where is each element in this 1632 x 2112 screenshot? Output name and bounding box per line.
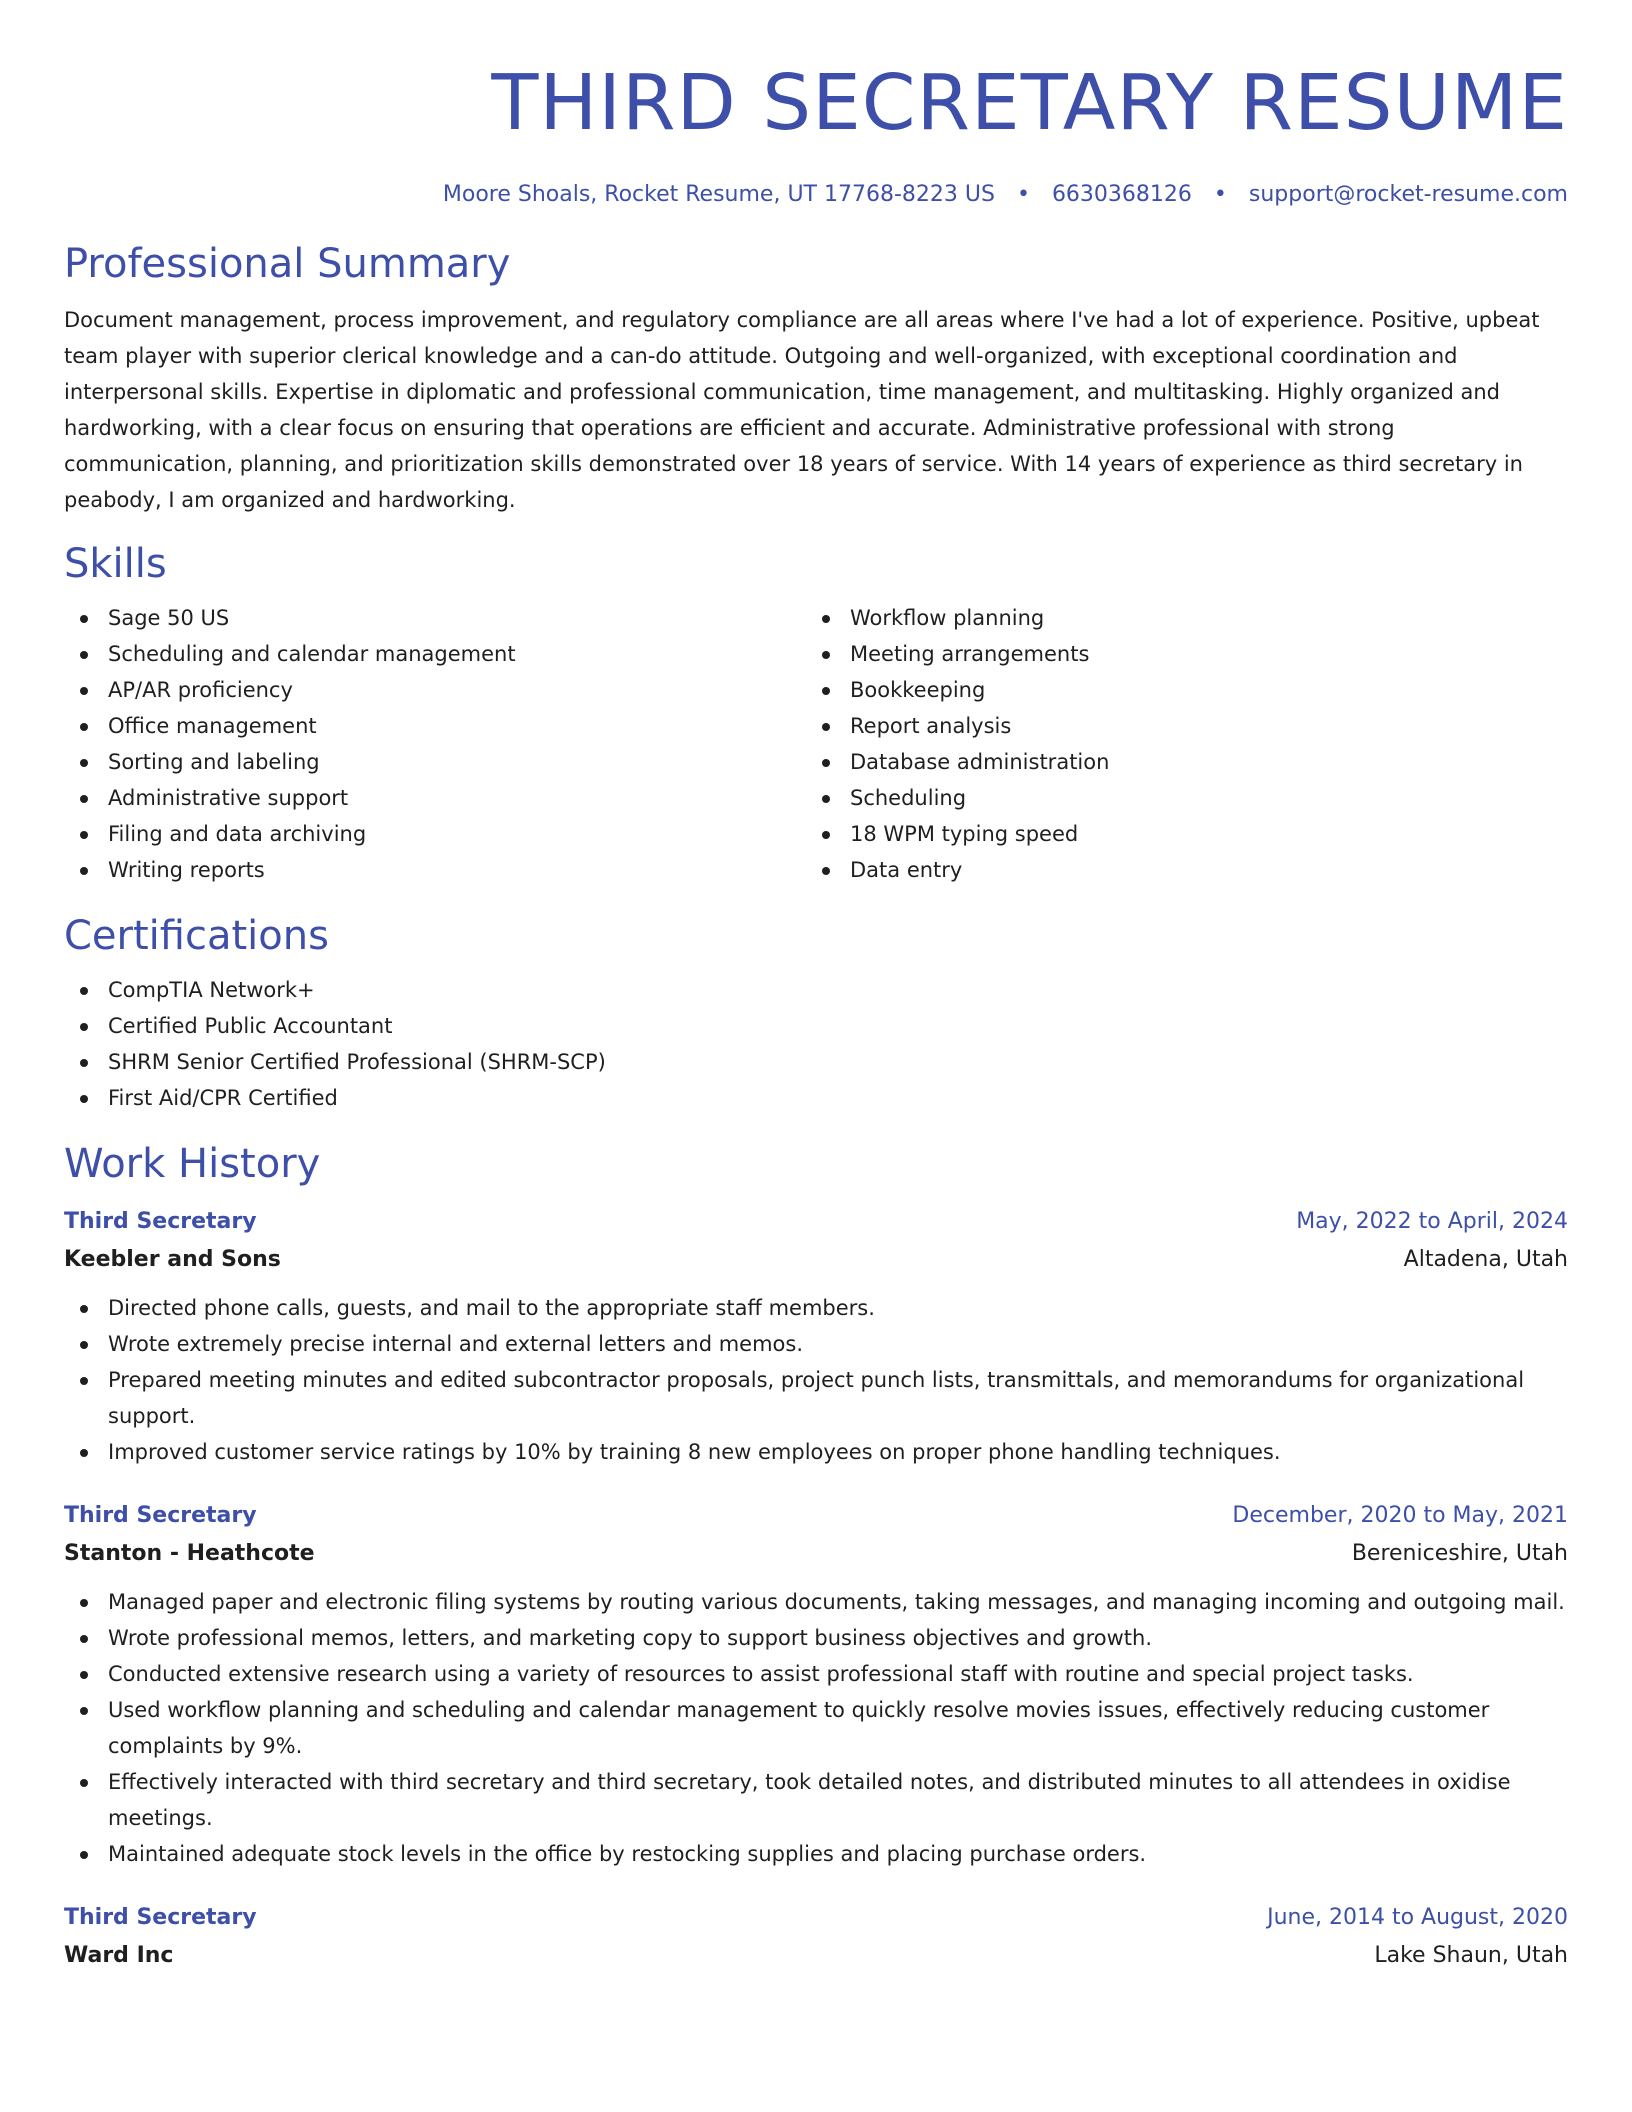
job-entry [64, 1498, 1568, 1872]
job-dates: June, 2014 to August, 2020 [1267, 1905, 1568, 1930]
job-header [64, 1498, 1568, 1534]
skills-list-right [806, 600, 1548, 888]
job-role: Third Secretary [64, 1905, 257, 1930]
job-subheader [64, 1534, 1568, 1574]
job-bullet: Wrote professional memos, letters, and marketing copy to support business objectives and growth. [64, 1620, 1568, 1656]
skill-item: Bookkeeping [806, 672, 1548, 708]
contact-separator: • [1016, 182, 1030, 207]
skill-item: AP/AR proficiency [64, 672, 806, 708]
skill-item: Workflow planning [806, 600, 1548, 636]
job-subheader [64, 1240, 1568, 1280]
certification-item: CompTIA Network+ [64, 972, 1568, 1008]
job-entry [64, 1204, 1568, 1470]
contact-email: support@rocket-resume.com [1248, 182, 1568, 207]
job-bullet: Used workflow planning and scheduling and calendar management to quickly resolve movies issues, effectively reducing customer complaints by 9%. [64, 1692, 1568, 1764]
job-bullet: Effectively interacted with third secretary and third secretary, took detailed notes, and distributed minutes to all attendees in oxidise meetings. [64, 1764, 1568, 1836]
certification-item: SHRM Senior Certified Professional (SHRM-SCP) [64, 1044, 1568, 1080]
contact-separator: • [1213, 182, 1227, 207]
contact-address: Moore Shoals, Rocket Resume, UT 17768-8223 US [442, 182, 995, 207]
skill-item: Filing and data archiving [64, 816, 806, 852]
job-dates: December, 2020 to May, 2021 [1232, 1503, 1568, 1528]
job-bullet-list [64, 1290, 1568, 1470]
job-entry [64, 1900, 1568, 1976]
job-bullet: Prepared meeting minutes and edited subcontractor proposals, project punch lists, transmittals, and memorandums for organizational support. [64, 1362, 1568, 1434]
work-history-heading: Work History [64, 1141, 321, 1187]
job-company: Stanton - Heathcote [64, 1541, 315, 1566]
job-bullet: Wrote extremely precise internal and external letters and memos. [64, 1326, 1568, 1362]
skill-item: Scheduling and calendar management [64, 636, 806, 672]
resume-title: THIRD SECRETARY RESUME [491, 59, 1568, 148]
certifications-heading: Certifications [64, 913, 329, 959]
job-role: Third Secretary [64, 1503, 257, 1528]
skill-item: Report analysis [806, 708, 1548, 744]
job-subheader [64, 1936, 1568, 1976]
job-bullet: Improved customer service ratings by 10% by training 8 new employees on proper phone handling techniques. [64, 1434, 1568, 1470]
contact-phone: 6630368126 [1051, 182, 1192, 207]
skill-item: Office management [64, 708, 806, 744]
summary-heading: Professional Summary [64, 241, 511, 287]
skill-item: Data entry [806, 852, 1548, 888]
skill-item: Sorting and labeling [64, 744, 806, 780]
skill-item: Sage 50 US [64, 600, 806, 636]
skill-item: Scheduling [806, 780, 1548, 816]
skills-grid [64, 600, 1568, 888]
summary-text: Document management, process improvement, and regulatory compliance are all areas where I've had a lot of experience. Positive, upbeat team player with superior clerical knowledge and a can-do attitude. Outgoing and well-organized, with exceptional coordination and interpersonal skills. Expertise in diplomatic and professional communication, time management, and multitasking. Highly organized and hardworking, with a clear focus on ensuring that operations are efficient and accurate. Administrative professional with strong communication, planning, and prioritization skills demonstrated over 18 years of service. With 14 years of experience as third secretary in peabody, I am organized and hardworking. [64, 308, 1540, 512]
job-role: Third Secretary [64, 1209, 257, 1234]
skill-item: 18 WPM typing speed [806, 816, 1548, 852]
skills-list-left [64, 600, 806, 888]
certification-item: First Aid/CPR Certified [64, 1080, 1568, 1116]
job-header [64, 1204, 1568, 1240]
job-location: Lake Shaun, Utah [1374, 1943, 1568, 1968]
job-company: Keebler and Sons [64, 1247, 281, 1272]
job-bullet: Managed paper and electronic filing systems by routing various documents, taking messages, and managing incoming and outgoing mail. [64, 1584, 1568, 1620]
job-dates: May, 2022 to April, 2024 [1296, 1209, 1568, 1234]
certifications-list [64, 972, 1568, 1116]
job-location: Bereniceshire, Utah [1351, 1541, 1568, 1566]
job-company: Ward Inc [64, 1943, 174, 1968]
job-bullet: Conducted extensive research using a variety of resources to assist professional staff with routine and special project tasks. [64, 1656, 1568, 1692]
job-bullet: Directed phone calls, guests, and mail to the appropriate staff members. [64, 1290, 1568, 1326]
skill-item: Meeting arrangements [806, 636, 1548, 672]
skills-heading: Skills [64, 541, 167, 587]
contact-line [64, 180, 1568, 210]
skill-item: Administrative support [64, 780, 806, 816]
job-bullet: Maintained adequate stock levels in the office by restocking supplies and placing purchase orders. [64, 1836, 1568, 1872]
job-bullet-list [64, 1584, 1568, 1872]
job-header [64, 1900, 1568, 1936]
certification-item: Certified Public Accountant [64, 1008, 1568, 1044]
job-location: Altadena, Utah [1403, 1247, 1568, 1272]
skill-item: Database administration [806, 744, 1548, 780]
skill-item: Writing reports [64, 852, 806, 888]
